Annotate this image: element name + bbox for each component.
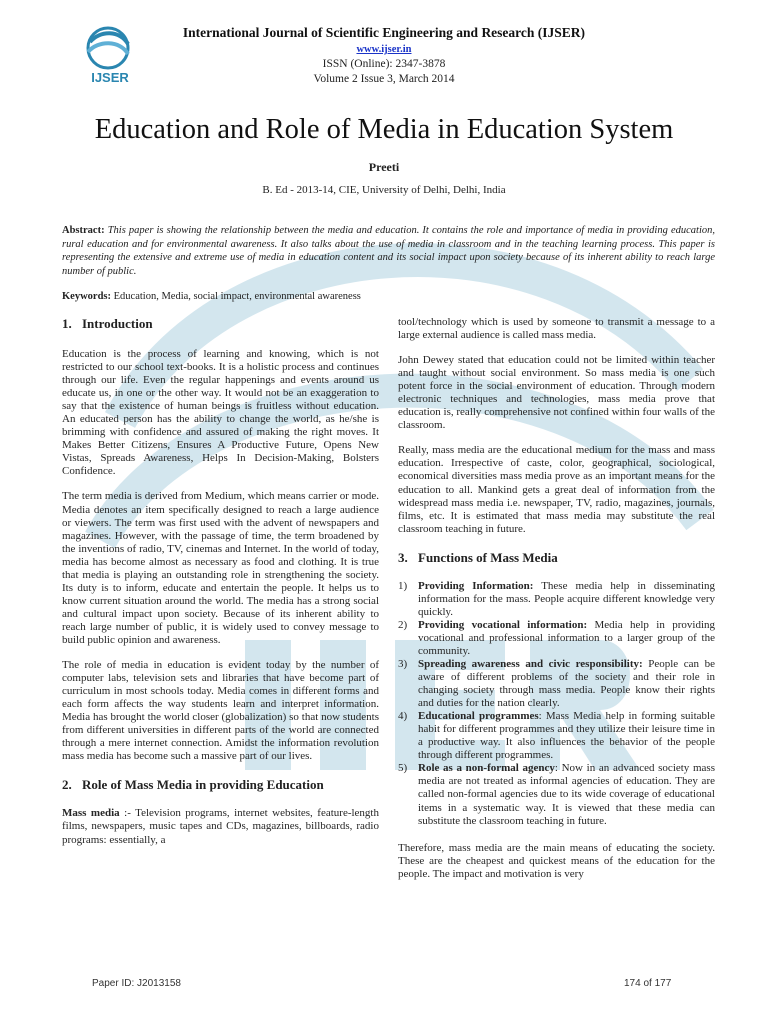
journal-name: International Journal of Scientific Engineering and Research (IJSER): [182, 25, 586, 40]
right-column: [398, 316, 715, 893]
intro-paragraph-3: The role of media in education is evident today by the number of computer labs, television sets and libraries that have become part of curriculum in most schools today. Media comes in different forms and each form affects the way students learn and interpret information. Media has brought the world closer (globalization) so that now students from different universities in different parts of the world are connected through a mere internet connection. Amidst the information revolution mass media has become such a massive part of our lives.: [62, 659, 379, 763]
abstract-text: This paper is showing the relationship between the media and education. It contains the role and importance of media in providing education, rural education and for environmental awareness. It also talks about the use of media in classroom and in the teaching learning process. This paper is representing the extensive and extreme use of media in education content and its social impact upon society because of its inherent ability to reach large number of public.: [62, 225, 715, 277]
section-heading-role-of-mass-media: 2. Role of Mass Media in providing Education: [62, 777, 324, 793]
list-item: 2) Providing vocational information: Media help in providing vocational and professional information to a larger group of the community.: [398, 618, 715, 657]
keywords-text: Education, Media, social impact, environmental awareness: [111, 291, 361, 302]
functions-list: [398, 580, 715, 828]
right-paragraph-2: John Dewey stated that education could not be limited within teacher and taught without social environment. So mass media is one such potent force in the social environment of education. Through modern electronic techniques and technologies, mass media prove that education is, really comprehensive not confined within four walls of the classroom.: [398, 354, 715, 432]
logo-text: IJSER: [91, 70, 129, 85]
mass-media-paragraph: Mass media :- Television programs, internet websites, feature-length films, newspapers, music tapes and CDs, magazines, billboards, radio programs: essentially, a: [62, 807, 379, 846]
intro-paragraph-2: The term media is derived from Medium, which means carrier or mode. Media denotes an item specifically designed to reach a large audience or viewers. The term was first used with the advent of newspapers and magazines. However, with the passage of time, the term broadened by the inventions of radio, TV, cinemas and Internet. In the world of today, media has become almost as necessary as food and clothing. It is true that media is playing an outstanding role in strengthening the society. Its duty is to inform, educate and entertain the people. It helps us to know current situation around the world. The media has a strong social and cultural impact upon society. Because of its inherent ability to reach large number of public, it is widely used to convey message to build public opinion and awareness.: [62, 490, 379, 646]
paper-id: Paper ID: J2013158: [92, 978, 181, 989]
paper-title: Education and Role of Media in Education System: [94, 114, 674, 145]
list-item: 5) Role as a non-formal agency: Now in an advanced society mass media are not treated as informal agencies of education. They are called non-formal agencies due to its wide coverage of educational items in a systematic way. It is viewed that these media can substitute the classroom teaching in future.: [398, 762, 715, 827]
author-affiliation: B. Ed - 2013-14, CIE, University of Delhi, Delhi, India: [262, 184, 506, 196]
keywords-label: Keywords:: [62, 291, 111, 302]
left-column: [62, 316, 379, 859]
mass-media-term: Mass media: [62, 807, 120, 820]
list-item: 3) Spreading awareness and civic responsibility: People can be aware of different problems of the society and their role in changing society through mass media. People know their rights and duties for the nation clearly.: [398, 657, 715, 710]
list-item: 4) Educational programmes: Mass Media help in forming suitable habit for different programmes and they utilize their leisure time in a productive way. It also influences the behavior of the people through different programmes.: [398, 710, 715, 762]
section-heading-introduction: 1. Introduction: [62, 316, 153, 331]
right-paragraph-1: tool/technology which is used by someone to transmit a message to a large external audience is called mass media.: [398, 316, 715, 342]
issn: ISSN (Online): 2347-3878: [322, 58, 446, 70]
abstract-label: Abstract:: [62, 225, 105, 236]
volume-issue: Volume 2 Issue 3, March 2014: [313, 73, 455, 85]
journal-url-link[interactable]: www.ijser.in: [356, 44, 412, 55]
right-paragraph-3: Really, mass media are the educational medium for the mass and mass education. Irrespective of caste, color, geographical, sociological, economical diversities mass media prove as an important means for the education to all. Mankind gets a great deal of information from the widespread mass media i.e. newspaper, TV, radio, magazines, journals, films, etc. It is estimated that mass media may substitute the real classroom teaching in future.: [398, 444, 715, 535]
right-paragraph-4: Therefore, mass media are the main means of educating the society. These are the cheapest and quickest means of the education for the people. The impact and motivation is very: [398, 841, 715, 880]
intro-paragraph-1: Education is the process of learning and knowing, which is not restricted to our school text-books. It is a holistic process and continues through our life. Even the regular happenings and events around us educate us, in one or the other way. It would not be an exaggeration to say that the existence of human beings is fruitless without education. An educated person has the ability to change the world, as he/she is brimming with confidence and assured of making the right moves. It Makes Better Citizens, Ensures A Productive Future, Opens New Vistas, Spreads Awareness, Helps In Decision-Making, Bolsters Confidence.: [62, 348, 379, 478]
keywords: [62, 290, 715, 304]
author-name: Preeti: [368, 160, 400, 174]
list-item: 1) Providing Information: These media help in disseminating information for the mass. People acquire different knowledge very quickly.: [398, 579, 715, 618]
abstract: [62, 224, 715, 278]
page-number: 174 of 177: [624, 978, 672, 989]
section-heading-functions: 3. Functions of Mass Media: [398, 549, 558, 565]
journal-header: [100, 24, 668, 87]
